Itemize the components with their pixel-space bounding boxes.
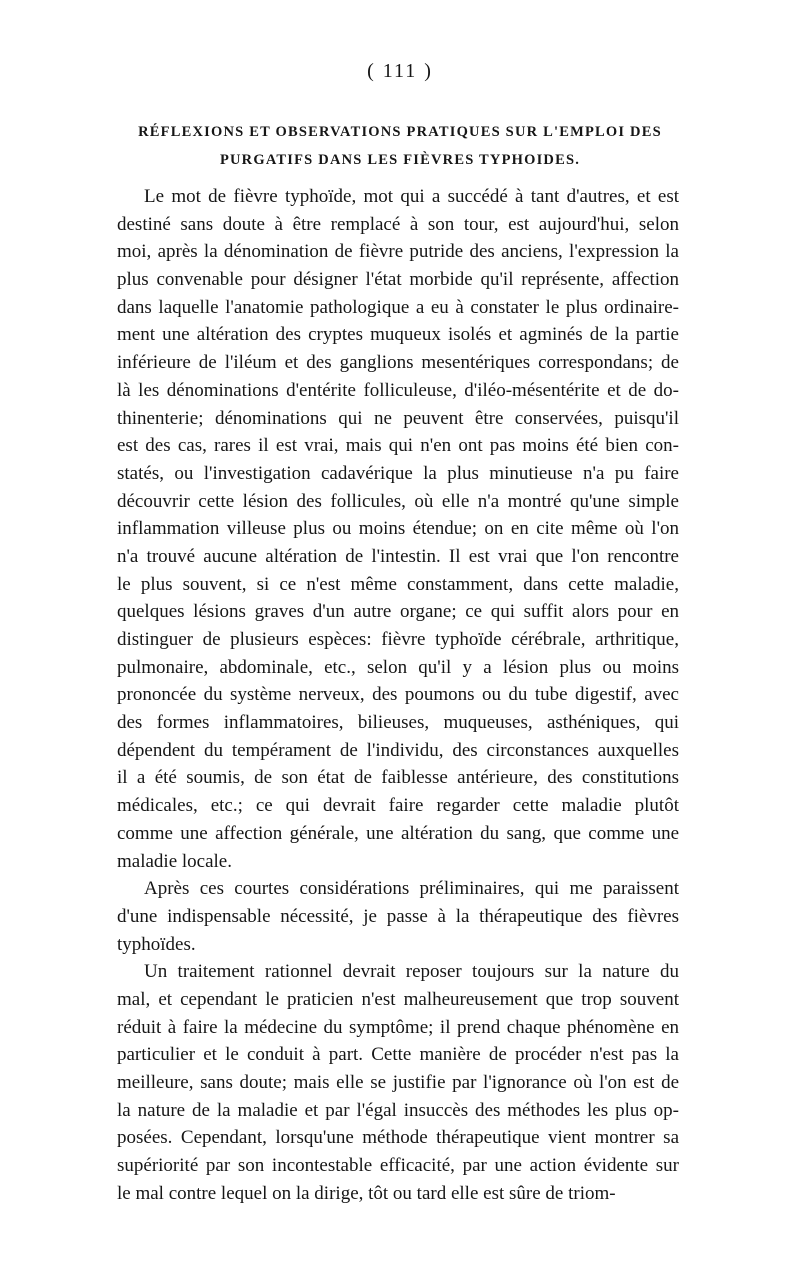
body-text <box>117 183 679 1207</box>
text-line: moi, après la dénomination de fièvre putride des anciens, l'expression la <box>117 241 679 263</box>
text-line: le mal contre lequel on la dirige, tôt ou tard elle est sûre de triom- <box>117 1182 616 1204</box>
text-line: ment une altération des cryptes muqueux isolés et agminés de la partie <box>117 324 679 346</box>
text-line: est des cas, rares il est vrai, mais qui n'en ont pas moins été bien con- <box>117 435 679 457</box>
text-line: inférieure de l'iléum et des ganglions mesentériques correspondans; de <box>117 352 679 374</box>
text-line: meilleure, sans doute; mais elle se justifie par l'ignorance où l'on est de <box>117 1072 679 1093</box>
text-line: découvrir cette lésion des follicules, où elle n'a montré qu'une simple <box>117 490 679 512</box>
text-line: quelques lésions graves d'un autre organe; ce qui suffit alors pour en <box>117 601 679 623</box>
text-line: inflammation villeuse plus ou moins étendue; on en cite même où l'on <box>117 518 679 540</box>
text-line: là les dénominations d'entérite folliculeuse, d'iléo-mésentérite et de do- <box>117 379 679 401</box>
text-line: mal, et cependant le praticien n'est malheureusement que trop souvent <box>117 988 679 1010</box>
text-line: Le mot de fièvre typhoïde, mot qui a succédé à tant d'autres, et est <box>144 186 679 207</box>
text-line: posées. Cependant, lorsqu'une méthode thérapeutique vient montrer sa <box>117 1127 679 1149</box>
text-line: thinenterie; dénominations qui ne peuvent être conservées, puisqu'il <box>117 407 679 429</box>
text-line: plus convenable pour désigner l'état morbide qu'il représente, affection <box>117 269 679 291</box>
text-line: il a été soumis, de son état de faiblesse antérieure, des constitutions <box>117 767 679 789</box>
text-line: typhoïdes. <box>117 933 196 955</box>
paragraph <box>117 958 679 1207</box>
text-line: comme une affection générale, une altération du sang, que comme une <box>117 822 679 844</box>
text-line: dépendent du tempérament de l'individu, des circonstances auxquelles <box>117 739 679 761</box>
text-line: destiné sans doute à être remplacé à son tour, est aujourd'hui, selon <box>117 213 679 235</box>
text-line: distinguer de plusieurs espèces: fièvre typhoïde cérébrale, arthritique, <box>117 629 679 650</box>
title-line: PURGATIFS DANS LES FIÈVRES TYPHOIDES. <box>219 152 581 168</box>
paragraph <box>117 875 679 958</box>
text-line: des formes inflammatoires, bilieuses, muqueuses, asthéniques, qui <box>117 712 679 734</box>
text-line: n'a trouvé aucune altération de l'intestin. Il est vrai que l'on rencontre <box>117 545 679 567</box>
page-number: ( 111 ) <box>367 60 433 82</box>
chapter-title <box>110 118 690 174</box>
text-line: la nature de la maladie et par l'égal insuccès des méthodes les plus op- <box>117 1099 679 1121</box>
text-line: maladie locale. <box>117 850 232 872</box>
text-line: le plus souvent, si ce n'est même constamment, dans cette maladie, <box>117 573 679 595</box>
text-line: statés, ou l'investigation cadavérique la plus minutieuse n'a pu faire <box>117 462 679 484</box>
text-line: pulmonaire, abdominale, etc., selon qu'il y a lésion plus ou moins <box>117 656 679 678</box>
text-line: médicales, etc.; ce qui devrait faire regarder cette maladie plutôt <box>117 795 679 817</box>
text-line: d'une indispensable nécessité, je passe à la thérapeutique des fièvres <box>117 905 679 927</box>
text-line: réduit à faire la médecine du symptôme; il prend chaque phénomène en <box>117 1016 679 1038</box>
text-line: prononcée du système nerveux, des poumons ou du tube digestif, avec <box>117 684 679 706</box>
title-line: RÉFLEXIONS ET OBSERVATIONS PRATIQUES SUR L'EMPLOI DES <box>138 124 662 140</box>
text-line: Après ces courtes considérations préliminaires, qui me paraissent <box>144 878 679 900</box>
text-line: particulier et le conduit à part. Cette manière de procéder n'est pas la <box>117 1044 679 1066</box>
text-line: dans laquelle l'anatomie pathologique a eu à constater le plus ordinaire- <box>117 296 679 318</box>
text-line: supériorité par son incontestable efficacité, par une action évidente sur <box>117 1155 679 1177</box>
paragraph <box>117 183 679 875</box>
text-line: Un traitement rationnel devrait reposer toujours sur la nature du <box>144 961 679 983</box>
